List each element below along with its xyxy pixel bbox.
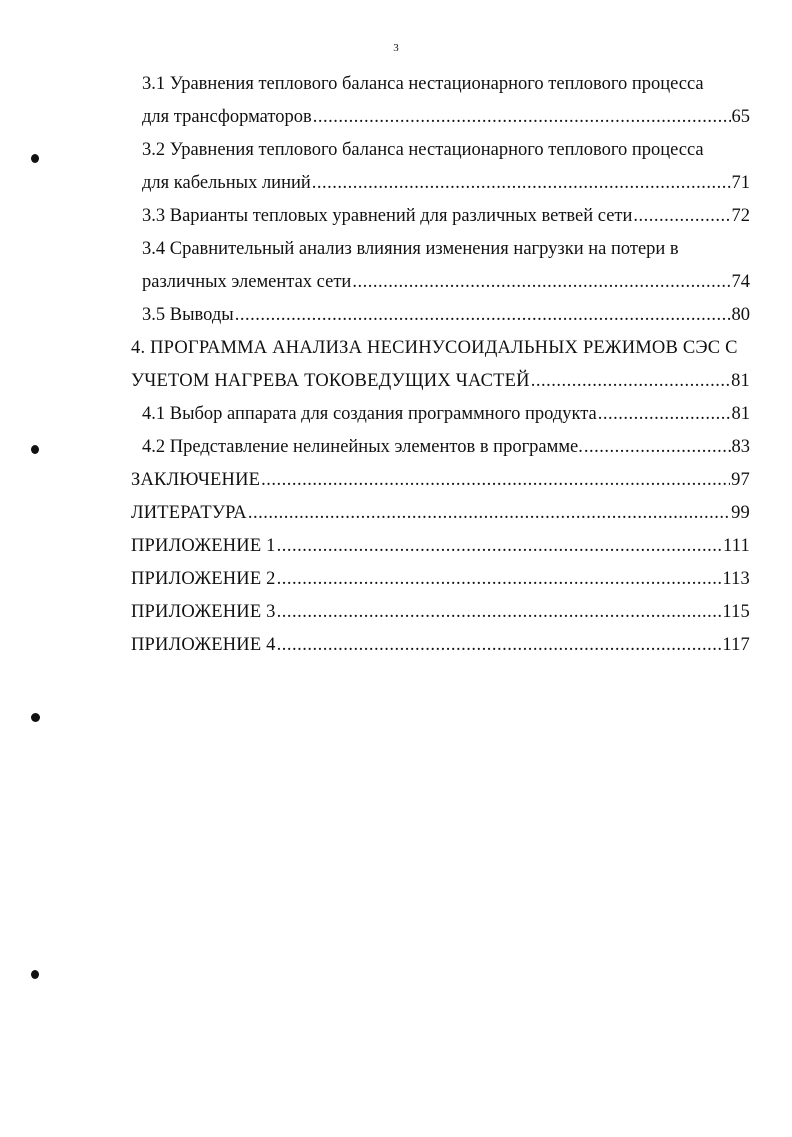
toc-page-number: 80 — [731, 305, 750, 325]
toc-page-number: 117 — [722, 635, 750, 655]
toc-page-number: 113 — [722, 569, 750, 589]
toc-page-number: 72 — [731, 206, 750, 226]
toc-page-number: 115 — [722, 602, 750, 622]
toc-line — [142, 73, 750, 95]
toc-line — [131, 469, 750, 491]
toc-line — [142, 403, 750, 425]
toc-line — [131, 535, 750, 557]
leader-dots — [261, 469, 730, 491]
toc-page-number: 111 — [723, 536, 750, 556]
toc-line — [142, 304, 750, 326]
leader-dots — [584, 436, 731, 458]
toc-page-number: 65 — [731, 107, 750, 127]
toc-line — [131, 337, 750, 359]
toc-line — [142, 436, 750, 458]
leader-dots — [312, 172, 731, 194]
toc-entry-text: УЧЕТОМ НАГРЕВА ТОКОВЕДУЩИХ ЧАСТЕЙ — [131, 371, 530, 391]
toc-line — [142, 205, 750, 227]
leader-dots — [277, 568, 722, 590]
toc-line — [142, 271, 750, 293]
binder-hole-mark — [31, 713, 40, 722]
toc-line — [131, 370, 750, 392]
leader-dots — [598, 403, 731, 425]
toc-line — [142, 172, 750, 194]
leader-dots — [313, 106, 731, 128]
toc-entry-text: 4.2 Представление нелинейных элементов в программе. — [142, 437, 583, 457]
toc-entry-text: 3.1 Уравнения теплового баланса нестационарного теплового процесса — [142, 74, 704, 94]
leader-dots — [352, 271, 730, 293]
toc-page-number: 99 — [731, 503, 750, 523]
toc-entry-text: 4. ПРОГРАММА АНАЛИЗА НЕСИНУСОИДАЛЬНЫХ РЕЖИМОВ СЭС С — [131, 338, 738, 358]
toc-page-number: 74 — [731, 272, 750, 292]
toc-line — [131, 502, 750, 524]
toc-entry-text: 3.3 Варианты тепловых уравнений для различных ветвей сети — [142, 206, 633, 226]
toc-line — [142, 139, 750, 161]
leader-dots — [277, 601, 722, 623]
toc-entry-text: ЛИТЕРАТУРА — [131, 503, 247, 523]
toc-page-number: 81 — [731, 371, 750, 391]
toc-entry-text: для кабельных линий — [142, 173, 311, 193]
leader-dots — [248, 502, 730, 524]
leader-dots — [277, 535, 722, 557]
toc-entry-text: для трансформаторов — [142, 107, 312, 127]
toc-entry-text: 3.2 Уравнения теплового баланса нестационарного теплового процесса — [142, 140, 704, 160]
leader-dots — [277, 634, 722, 656]
toc-line — [131, 568, 750, 590]
leader-dots — [633, 205, 730, 227]
toc-line — [142, 238, 750, 260]
leader-dots — [531, 370, 730, 392]
toc-line — [131, 601, 750, 623]
toc-page-number: 97 — [731, 470, 750, 490]
toc-entry-text: различных элементах сети — [142, 272, 352, 292]
binder-hole-mark — [31, 970, 39, 979]
toc-line — [142, 106, 750, 128]
leader-dots — [235, 304, 731, 326]
binder-hole-mark — [31, 445, 39, 454]
toc-entry-text: 3.4 Сравнительный анализ влияния изменения нагрузки на потери в — [142, 239, 679, 259]
toc-line — [131, 634, 750, 656]
toc-page-number: 83 — [731, 437, 750, 457]
toc-entry-text: ПРИЛОЖЕНИЕ 3 — [131, 602, 276, 622]
toc-entry-text: ПРИЛОЖЕНИЕ 2 — [131, 569, 276, 589]
toc-page-number: 71 — [731, 173, 750, 193]
toc-entry-text: 3.5 Выводы — [142, 305, 234, 325]
binder-hole-mark — [31, 154, 39, 163]
toc-entry-text: ПРИЛОЖЕНИЕ 1 — [131, 536, 276, 556]
toc-entry-text: ПРИЛОЖЕНИЕ 4 — [131, 635, 276, 655]
toc-entry-text: 4.1 Выбор аппарата для создания программного продукта — [142, 404, 597, 424]
toc-page-number: 81 — [731, 404, 750, 424]
toc-entry-text: ЗАКЛЮЧЕНИЕ — [131, 470, 261, 490]
page-number: 3 — [393, 42, 399, 54]
